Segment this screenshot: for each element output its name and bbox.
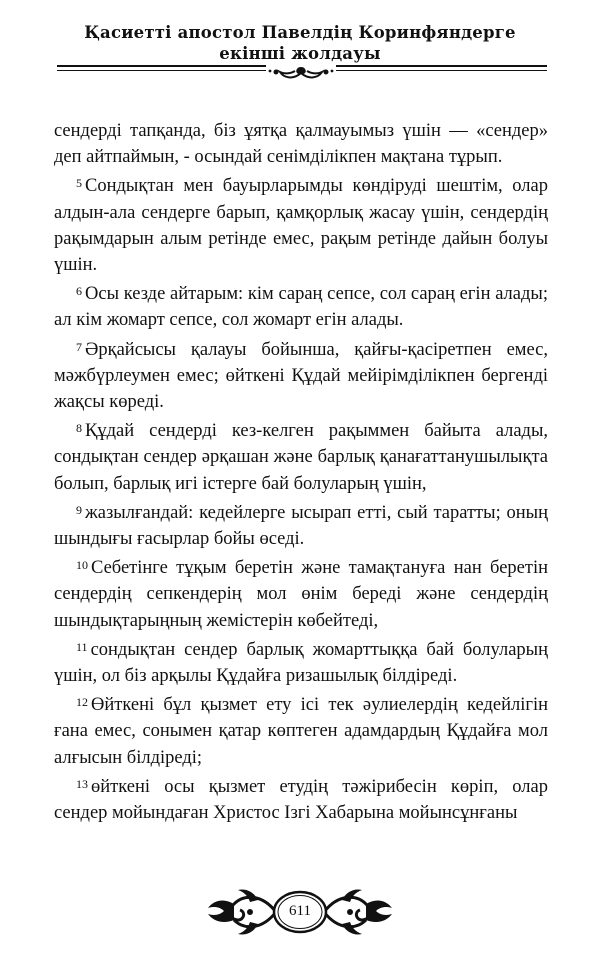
verse-number: 7: [76, 339, 82, 354]
header-ornament-icon: [266, 64, 336, 82]
verse-paragraph: [54, 637, 548, 689]
verse-number: 9: [76, 502, 82, 517]
verse-number: 11: [76, 639, 88, 654]
verse-paragraph: [54, 418, 548, 497]
verse-text: сендерді тапқанда, біз ұятқа қалмауымыз үшін — «сендер» деп айтпаймын, - осындай сенімділікпен мақтана тұрып.: [54, 121, 548, 168]
verse-number: 12: [76, 695, 88, 710]
verse-text: Себетінге тұқым беретін және тамақтануға нан беретін сендердің сепкендерің мол өнім береді және сендердің шындықтарыңның жемістерін көбейтеді,: [54, 558, 548, 631]
verse-paragraph: [54, 281, 548, 333]
verse-text: Сондықтан мен бауырларымды көндіруді шештім, олар алдын-ала сендерге барып, қамқорлық жасау үшін, сендердің рақымдарын алым ретінде емес, рақым ретінде дайын болуы үшін.: [54, 176, 548, 276]
verse-paragraph: [54, 500, 548, 552]
verse-text: сондықтан сендер барлық жомарттыққа бай болуларың үшін, ол біз арқылы Құдайға ризашылық білдіреді.: [54, 639, 548, 687]
body-text: [54, 118, 548, 829]
verse-text: Өйткені бұл қызмет ету ісі тек әулиелердің кедейлігін ғана емес, сонымен қатар көптеген адамдардың Құдайға мол алғысын білдіреді;: [54, 695, 548, 768]
verse-number: 13: [76, 776, 88, 791]
verse-number: 6: [76, 284, 82, 299]
verse-paragraph: [54, 337, 548, 416]
verse-paragraph: [54, 774, 548, 826]
header-title-line-2: екінші жолдауы: [219, 44, 381, 63]
running-header: [0, 22, 600, 64]
verse-text: өйткені осы қызмет етудің тәжірибесін көріп, олар сендер мойындаған Христос Ізгі Хабарына мойынсұнғаны: [54, 776, 548, 824]
verse-text: Құдай сендерді кез-келген рақыммен байыта алады, сондықтан сендер әрқашан және барлық қанағаттанушылықта болып, барлық игі істерге бай болуларың үшін,: [54, 421, 548, 494]
page-number: 611: [289, 903, 311, 919]
verse-paragraph: [54, 118, 548, 170]
verse-text: Осы кезде айтарым: кім сараң сепсе, сол сараң егін алады; ал кім жомарт сепсе, сол жомарт егін алады.: [54, 284, 548, 331]
verse-paragraph: [54, 555, 548, 634]
verse-text: жазылғандай: кедейлерге ысырап етті, сый таратты; оның шындығы ғасырлар бойы өседі.: [54, 502, 548, 550]
verse-paragraph: [54, 692, 548, 771]
verse-paragraph: [54, 173, 548, 278]
header-title-line-1: Қасиетті апостол Павелдің Коринфяндерге: [84, 23, 516, 42]
verse-number: 8: [76, 421, 82, 436]
page-footer: [200, 880, 400, 944]
verse-number: 5: [76, 176, 82, 191]
verse-text: Әрқайсысы қалауы бойынша, қайғы-қасіретпен емес, мәжбүрлеумен емес; өйткені Құдай мейірімділікпен бергенді жақсы көреді.: [54, 339, 548, 413]
verse-number: 10: [76, 558, 88, 573]
